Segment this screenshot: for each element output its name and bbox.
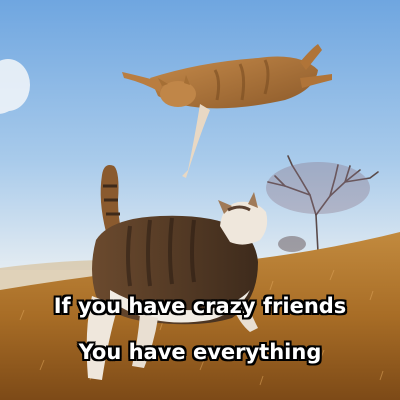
tree-canopy <box>266 162 370 214</box>
caption-line-2: You have everything <box>78 340 322 364</box>
caption-line-1: If you have crazy friends <box>53 294 347 318</box>
small-tree <box>278 236 306 252</box>
